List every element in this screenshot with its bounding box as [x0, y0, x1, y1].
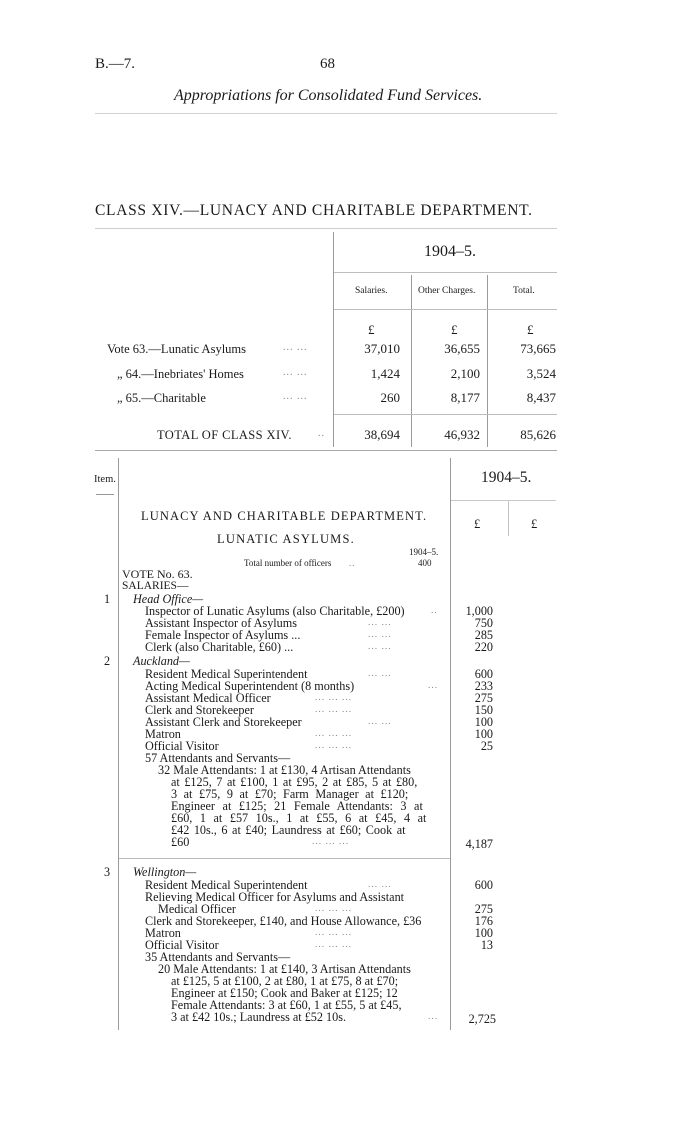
list-item-dots: ...	[428, 681, 439, 691]
list-item-amount: 275	[474, 691, 493, 705]
summary-total-rule	[334, 414, 557, 415]
summary-header-rule	[334, 309, 557, 310]
summary-row-dots: ... ...	[283, 342, 308, 353]
header-rule	[95, 113, 557, 114]
servants-dots: ... ... ...	[312, 837, 350, 847]
list-item-dots: ... ...	[368, 630, 392, 640]
list-item-amount: 750	[474, 616, 493, 630]
summary-total-total: 85,626	[520, 427, 556, 442]
list-item: Assistant Clerk and Storekeeper	[145, 715, 302, 729]
servants-line: £60, 1 at £57 10s., 1 at £55, 6 at £45, 4 at	[171, 811, 427, 825]
servants-line: at £125, 7 at £100, 1 at £95, 2 at £85, 5 at £80,	[171, 775, 418, 789]
summary-row-total: 3,524	[526, 366, 556, 381]
item-separator	[119, 858, 450, 859]
list-item: Female Inspector of Asylums ...	[145, 628, 301, 642]
summary-total-dots: ..	[318, 428, 325, 439]
list-item-dots: ... ... ...	[315, 693, 353, 703]
summary-row-label: „ 65.—Charitable	[117, 391, 206, 405]
list-item-dots: ... ... ...	[315, 928, 353, 938]
list-item-amount: 150	[474, 703, 493, 717]
list-item-amount: 600	[474, 878, 493, 892]
list-item-amount: 220	[474, 640, 493, 654]
servants-line: Engineer at £125; 21 Female Attendants: 3 at	[171, 799, 423, 813]
class-title: CLASS XIV.—LUNACY AND CHARITABLE DEPARTMENT.	[95, 202, 533, 219]
summary-row-other: 36,655	[444, 341, 480, 356]
class-title-rule	[95, 228, 557, 229]
department-title: LUNACY AND CHARITABLE DEPARTMENT.	[141, 509, 428, 523]
list-item-dots: ... ... ...	[315, 741, 353, 751]
summary-row-salaries: 260	[380, 390, 400, 405]
summary-row-label: Vote 63.—Lunatic Asylums	[107, 342, 247, 356]
servants-dots: ...	[428, 1012, 439, 1022]
list-item-amount: 13	[480, 938, 493, 952]
summary-col-divider-1	[411, 275, 412, 447]
list-item: Official Visitor	[145, 739, 219, 753]
list-item-amount: 233	[474, 679, 493, 693]
list-item-amount: 600	[474, 667, 493, 681]
summary-bottom-rule	[95, 450, 557, 451]
detail-year-rule	[451, 500, 556, 501]
summary-row-salaries: 37,010	[364, 341, 400, 356]
list-item-dots: ... ...	[368, 618, 392, 628]
servants-amount: 4,187	[465, 837, 493, 851]
summary-row-other: 2,100	[450, 366, 480, 381]
servants-heading: 57 Attendants and Servants—	[145, 751, 291, 765]
summary-row-dots: ... ...	[283, 391, 308, 402]
list-item-dots: ... ... ...	[315, 705, 353, 715]
list-item: Inspector of Lunatic Asylums (also Charitable, £200)	[145, 604, 405, 618]
list-item: Assistant Medical Officer	[145, 691, 271, 705]
servants-line: 20 Male Attendants: 1 at £140, 3 Artisan Attendants	[158, 962, 411, 976]
servants-line: Female Attendants: 3 at £60, 1 at £55, 5 at £45,	[171, 998, 402, 1012]
item-number: 3	[104, 865, 111, 879]
col-header-salaries: Salaries.	[355, 286, 388, 296]
summary-total-label: TOTAL OF CLASS XIV.	[157, 428, 292, 442]
detail-currency-2: £	[531, 517, 538, 531]
item-header-rule	[96, 494, 114, 495]
list-item-dots: ... ...	[368, 880, 392, 890]
summary-total-other: 46,932	[444, 427, 480, 442]
summary-row-label: „ 64.—Inebriates' Homes	[117, 367, 244, 381]
list-item: Medical Officer	[158, 902, 236, 916]
list-item-dots: ... ... ...	[315, 729, 353, 739]
servants-amount: 2,725	[468, 1012, 496, 1026]
list-item-dots: ... ...	[368, 669, 392, 679]
list-item: Matron	[145, 727, 181, 741]
list-item-amount: 25	[480, 739, 493, 753]
officers-year: 1904–5.	[409, 547, 439, 557]
servants-line: 3 at £75, 9 at £70; Farm Manager at £120;	[171, 787, 409, 801]
item-number: 2	[104, 654, 111, 668]
list-item-dots: ... ...	[368, 717, 392, 727]
list-item: Resident Medical Superintendent	[145, 667, 308, 681]
list-item: Assistant Inspector of Asylums	[145, 616, 297, 630]
amount-column-divider	[508, 500, 509, 536]
summary-row-salaries: 1,424	[370, 366, 400, 381]
col-header-total: Total.	[513, 286, 535, 296]
page-subtitle: Appropriations for Consolidated Fund Services.	[174, 87, 483, 104]
item-number: 1	[104, 592, 111, 606]
list-item: Matron	[145, 926, 181, 940]
summary-col-divider-2	[487, 275, 488, 447]
servants-heading: 35 Attendants and Servants—	[145, 950, 291, 964]
list-item-dots: ... ...	[368, 642, 392, 652]
list-item-amount: 100	[474, 727, 493, 741]
list-item-dots: ..	[431, 606, 438, 616]
item-heading: Auckland—	[133, 654, 190, 668]
servants-line: £42 10s., 6 at £40; Laundress at £60; Cook at	[171, 823, 406, 837]
document-ref: B.—7.	[95, 56, 136, 72]
summary-row-other: 8,177	[450, 390, 480, 405]
list-item-dots: ... ... ...	[315, 940, 353, 950]
amount-column-border	[450, 458, 451, 1030]
servants-line: 3 at £42 10s.; Laundress at £52 10s.	[171, 1010, 347, 1024]
servants-line: at £125, 5 at £100, 2 at £80, 1 at £75, 8 at £70;	[171, 974, 399, 988]
servants-line: 32 Male Attendants: 1 at £130, 4 Artisan Attendants	[158, 763, 411, 777]
list-item: Clerk and Storekeeper, £140, and House Allowance, £36	[145, 914, 422, 928]
detail-year: 1904–5.	[481, 469, 532, 486]
item-header: Item.	[94, 474, 116, 485]
list-item: Clerk (also Charitable, £60) ...	[145, 640, 294, 654]
summary-year: 1904–5.	[424, 243, 476, 260]
item-heading: Wellington—	[133, 865, 197, 879]
currency-salaries: £	[368, 322, 375, 337]
detail-currency-1: £	[474, 517, 481, 531]
servants-line: £60	[171, 835, 190, 849]
list-item-amount: 275	[474, 902, 493, 916]
list-item-amount: 100	[474, 715, 493, 729]
list-item-dots: ... ... ...	[315, 904, 353, 914]
summary-row-total: 8,437	[526, 390, 556, 405]
list-item: Clerk and Storekeeper	[145, 703, 254, 717]
item-heading: Head Office—	[133, 592, 204, 606]
list-item: Resident Medical Superintendent	[145, 878, 308, 892]
salaries-heading: SALARIES—	[122, 580, 189, 592]
list-item-amount: 1,000	[465, 604, 493, 618]
officers-label: Total number of officers	[244, 558, 332, 568]
list-item: Acting Medical Superintendent (8 months)	[145, 679, 355, 693]
summary-row-dots: ... ...	[283, 367, 308, 378]
item-column-border	[118, 458, 119, 1030]
list-item: Official Visitor	[145, 938, 219, 952]
currency-other: £	[451, 322, 458, 337]
col-header-other-charges: Other Charges.	[418, 286, 476, 296]
list-item-amount: 100	[474, 926, 493, 940]
list-item: Relieving Medical Officer for Asylums and Assistant	[145, 890, 405, 904]
officers-dots: ..	[349, 558, 356, 568]
summary-row-total: 73,665	[520, 341, 556, 356]
list-item-amount: 285	[474, 628, 493, 642]
vote-heading: VOTE No. 63.	[122, 567, 193, 581]
officers-count: 400	[418, 558, 432, 568]
currency-total: £	[527, 322, 534, 337]
page-number: 68	[320, 56, 335, 72]
summary-year-rule	[334, 272, 557, 273]
servants-line: Engineer at £150; Cook and Baker at £125; 12	[171, 986, 398, 1000]
summary-total-salaries: 38,694	[364, 427, 400, 442]
list-item-amount: 176	[474, 914, 493, 928]
section-title: LUNATIC ASYLUMS.	[217, 532, 355, 546]
